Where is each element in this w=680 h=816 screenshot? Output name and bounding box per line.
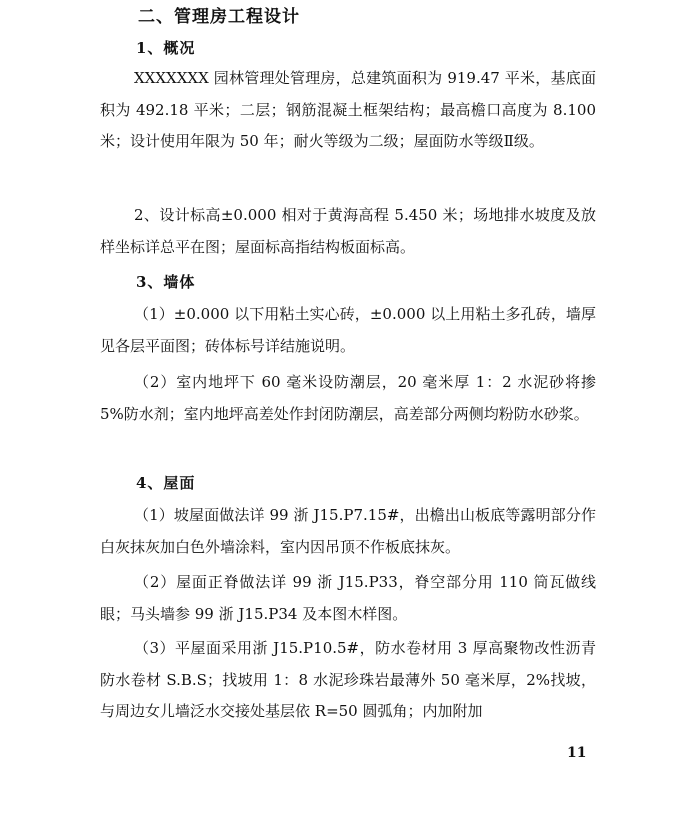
overview-heading: 1、概况 (136, 39, 196, 57)
roof-heading: 4、屋面 (136, 474, 196, 492)
section-title: 二、管理房工程设计 (138, 7, 300, 27)
elevation-paragraph: 2、设计标高±0.000 相对于黄海高程 5.450 米；场地排水坡度及放样坐标详总平在图；屋面标高指结构板面标高。 (100, 206, 596, 256)
walls-paragraph-1: （1）±0.000 以下用粘土实心砖，±0.000 以上用粘土多孔砖，墙厚见各层平面图；砖体标号详结施说明。 (100, 305, 596, 355)
walls-paragraph-2: （2）室内地坪下 60 毫米设防潮层，20 毫米厚 1：2 水泥砂将掺 5%防水剂；室内地坪高差处作封闭防潮层，高差部分两侧均粉防水砂浆。 (100, 373, 596, 423)
roof-paragraph-2: （2）屋面正脊做法详 99 浙 J15.P33，脊空部分用 110 筒瓦做线眼；马头墙参 99 浙 J15.P34 及本图木样图。 (100, 573, 596, 623)
roof-paragraph-1: （1）坡屋面做法详 99 浙 J15.P7.15#，出檐出山板底等露明部分作白灰抹灰加白色外墙涂料，室内因吊顶不作板底抹灰。 (100, 506, 596, 556)
page-number: 11 (567, 745, 587, 761)
walls-heading: 3、墙体 (136, 273, 196, 291)
overview-paragraph: XXXXXXX 园林管理处管理房，总建筑面积为 919.47 平米，基底面积为 492.18 平米；二层；钢筋混凝土框架结构；最高檐口高度为 8.100 米；设计使用年限为 50 年；耐火等级为二级；屋面防水等级Ⅱ级。 (100, 69, 596, 150)
roof-paragraph-3: （3）平屋面采用浙 J15.P10.5#，防水卷材用 3 厚高聚物改性沥青防水卷材 S.B.S；找坡用 1：8 水泥珍珠岩最薄外 50 毫米厚，2%找坡，与周边女儿墙泛水交接处基层依 R=50 圆弧角；内加附加 (100, 639, 596, 720)
